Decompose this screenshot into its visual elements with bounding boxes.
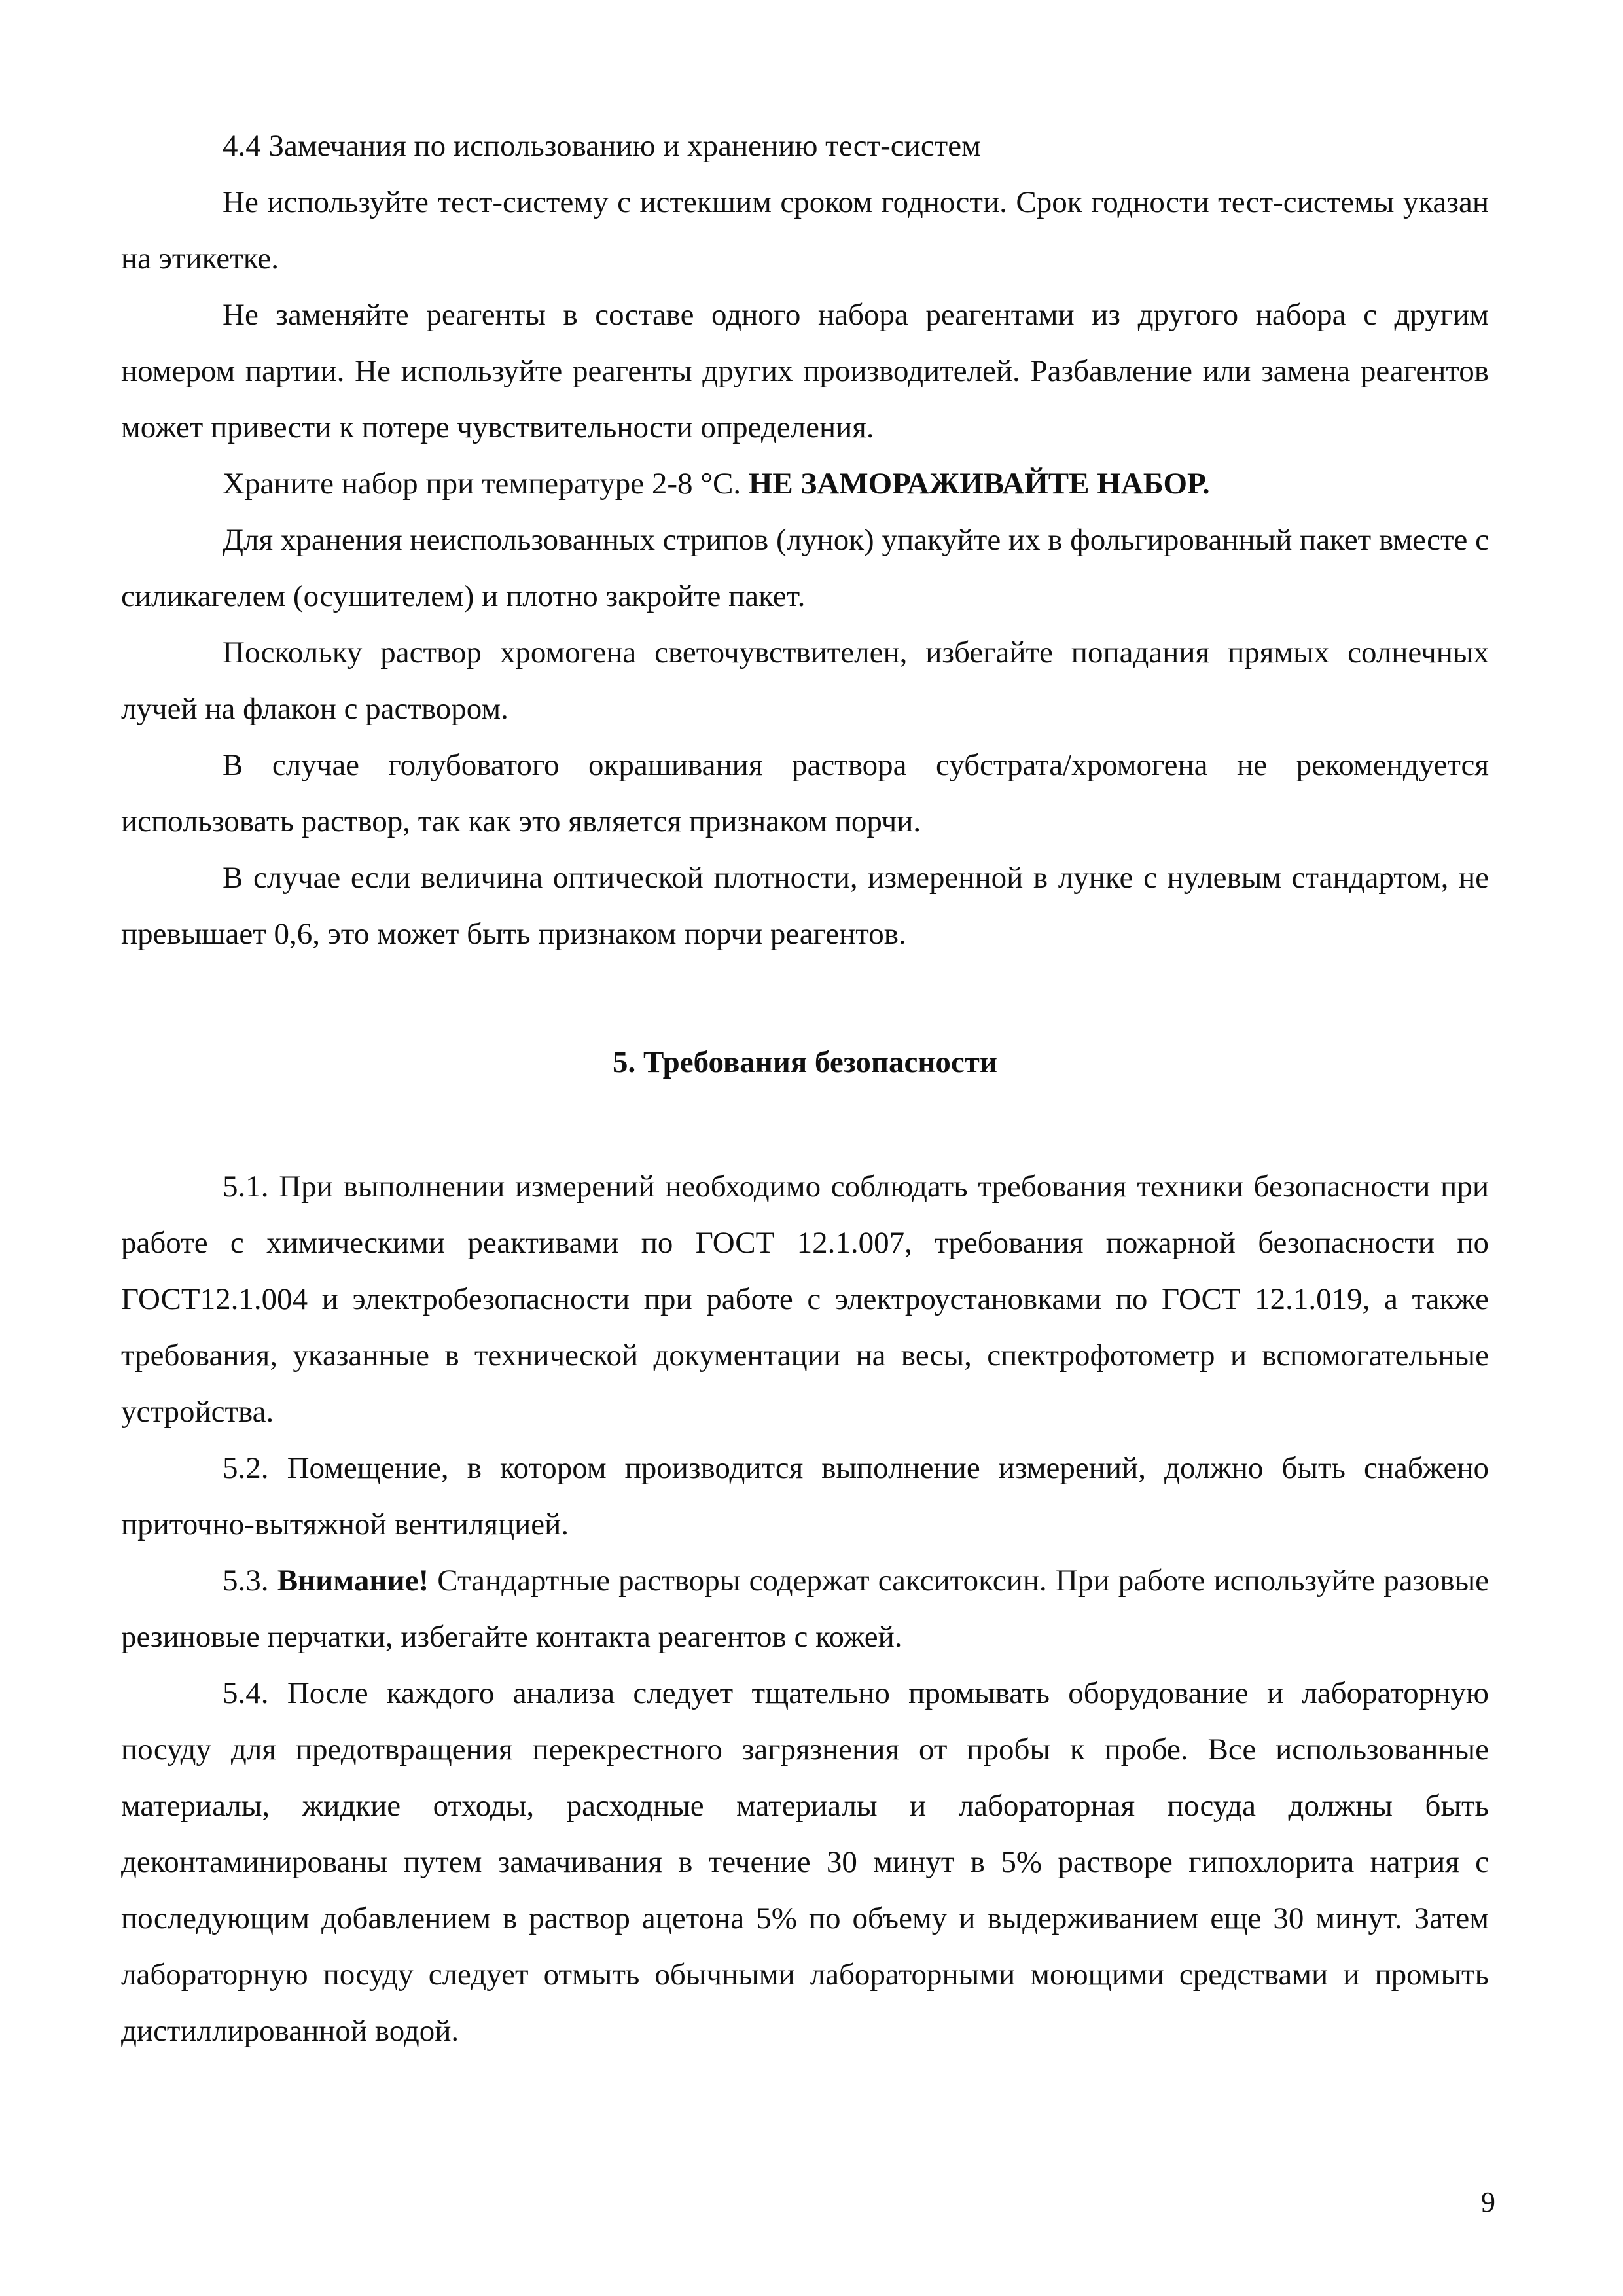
paragraph-optical-density: В случае если величина оптической плотности, измеренной в лунке с нулевым стандартом, не превышает 0,6, это может быть признаком порчи реагентов. [121, 861, 1489, 951]
paragraph-5-3 [121, 1552, 1489, 1665]
page-number: 9 [1481, 2186, 1495, 2218]
paragraph-storage [121, 456, 1489, 512]
section-4-4-heading: 4.4 Замечания по использованию и хранению тест-систем [223, 129, 981, 163]
no-freeze-warning: НЕ ЗАМОРАЖИВАЙТЕ НАБОР. [748, 467, 1210, 501]
paragraph-5-4: 5.4. После каждого анализа следует тщательно промывать оборудование и лабораторную посуду для предотвращения перекрестного загрязнения от пробы к пробе. Все использованные материалы, жидкие отходы, расходные материалы и лабораторная посуда должны быть деконтаминированы путем замачивания в течение 30 минут в 5% растворе гипохлорита натрия с последующим добавлением в раствор ацетона 5% по объему и выдерживанием еще 30 минут. Затем лабораторную посуду следует отмыть обычными лабораторными моющими средствами и промыть дистиллированной водой. [121, 1676, 1489, 2048]
paragraph-reagents: Не заменяйте реагенты в составе одного набора реагентами из другого набора с другим номером партии. Не используйте реагенты других производителей. Разбавление или замена реагентов может привести к потере чувствительности определения. [121, 298, 1489, 444]
paragraph-5-2: 5.2. Помещение, в котором производится выполнение измерений, должно быть снабжено приточно-вытяжной вентиляцией. [121, 1451, 1489, 1541]
spacer [121, 1090, 1489, 1158]
paragraph-5-3-number: 5.3. [223, 1564, 277, 1598]
section-5-title: 5. Требования безопасности [613, 1045, 997, 1079]
page-content [121, 118, 1489, 2059]
paragraph-coloring: В случае голубоватого окрашивания раствора субстрата/хромогена не рекомендуется использовать раствор, так как это является признаком порчи. [121, 748, 1489, 838]
attention-label: Внимание! [277, 1564, 429, 1598]
paragraph-expiry: Не используйте тест-систему с истекшим сроком годности. Срок годности тест-системы указан на этикетке. [121, 185, 1489, 276]
spacer [121, 962, 1489, 1034]
paragraph-5-3-text: Стандартные растворы содержат сакситоксин. При работе используйте разовые резиновые перчатки, избегайте контакта реагентов с кожей. [121, 1564, 1489, 1654]
paragraph-strips: Для хранения неиспользованных стрипов (лунок) упакуйте их в фольгированный пакет вместе с силикагелем (осушителем) и плотно закройте пакет. [121, 523, 1489, 613]
paragraph-chromogen: Поскольку раствор хромогена светочувствителен, избегайте попадания прямых солнечных лучей на флакон с раствором. [121, 636, 1489, 726]
storage-text: Храните набор при температуре 2-8 °С. [223, 467, 749, 501]
paragraph-5-1: 5.1. При выполнении измерений необходимо соблюдать требования техники безопасности при работе с химическими реактивами по ГОСТ 12.1.007, требования пожарной безопасности по ГОСТ12.1.004 и электробезопасности при работе с электроустановками по ГОСТ 12.1.019, а также требования, указанные в технической документации на весы, спектрофотометр и вспомогательные устройства. [121, 1170, 1489, 1429]
